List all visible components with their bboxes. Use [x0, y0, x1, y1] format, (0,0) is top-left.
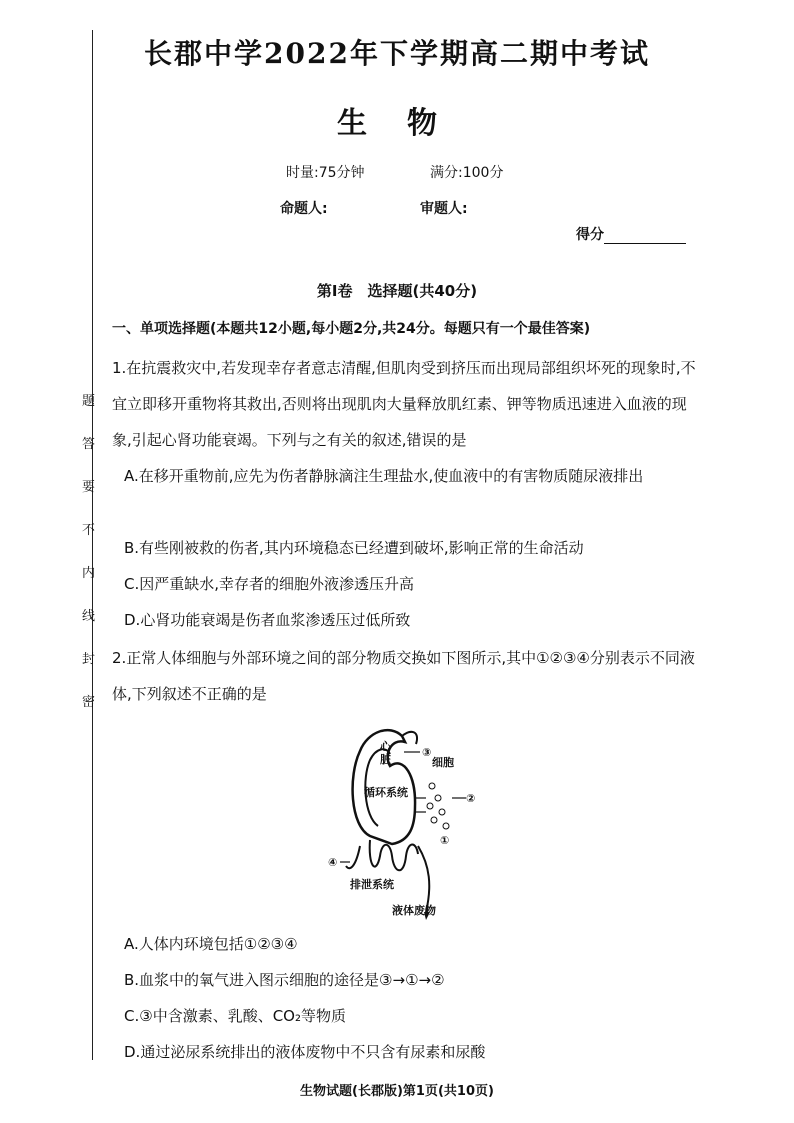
question-stem: 1.在抗震救灾中,若发现幸存者意志清醒,但肌肉受到挤压而出现局部组织坏死的现象时,不宜立即移开重物将其救出,否则将出现肌肉大量释放肌红素、钾等物质迅速进入血液的现象,引起心肾功能衰竭。下列与之有关的叙述,错误的是 — [112, 359, 696, 449]
section-title: 第Ⅰ卷 选择题(共40分) — [316, 282, 478, 300]
exam-time: 时量:75分钟 — [286, 165, 365, 181]
exam-full-score: 满分:100分 — [430, 165, 504, 181]
option: C.因严重缺水,幸存者的细胞外液渗透压升高 — [124, 575, 415, 593]
reviewer-label: 审题人: — [420, 201, 468, 217]
binding-char: 要 — [82, 480, 96, 495]
score-field — [576, 224, 686, 244]
binding-char: 密 — [82, 695, 96, 710]
cell-label: 细胞 — [432, 756, 454, 769]
score-label: 得分 — [576, 227, 604, 243]
binding-char: 线 — [82, 609, 96, 624]
option: B.有些刚被救的伤者,其内环境稳态已经遭到破坏,影响正常的生命活动 — [124, 539, 584, 557]
option: A.人体内环境包括①②③④ — [124, 935, 298, 953]
setter-label: 命题人: — [280, 201, 328, 217]
page-footer: 生物试题(长郡版)第1页(共10页) — [300, 1084, 494, 1099]
circulation-label: 循环系统 — [364, 786, 408, 799]
binding-char: 不 — [82, 523, 96, 538]
option: B.血浆中的氧气进入图示细胞的途径是③→①→② — [124, 971, 445, 989]
body-fluid-diagram — [320, 716, 500, 922]
binding-char: 封 — [82, 652, 96, 667]
binding-char: 题 — [82, 394, 96, 409]
part-heading: 一、单项选择题(本题共12小题,每小题2分,共24分。每题只有一个最佳答案) — [112, 321, 591, 337]
heart-label: 心 — [380, 740, 391, 753]
marker-1: ① — [440, 834, 450, 847]
exam-title: 长郡中学2022年下学期高二期中考试 — [144, 37, 650, 70]
binding-char: 内 — [82, 566, 96, 581]
subject-title: 生物 — [337, 106, 477, 141]
marker-2: ② — [466, 792, 476, 805]
marker-4: ④ — [328, 856, 338, 869]
option: D.心肾功能衰竭是伤者血浆渗透压过低所致 — [124, 611, 411, 629]
excretion-label: 排泄系统 — [350, 878, 394, 891]
marker-3: ③ — [422, 746, 432, 759]
option: A.在移开重物前,应先为伤者静脉滴注生理盐水,使血液中的有害物质随尿液排出 — [124, 467, 644, 485]
binding-char: 答 — [82, 437, 96, 452]
question-stem: 2.正常人体细胞与外部环境之间的部分物质交换如下图所示,其中①②③④分别表示不同液体,下列叙述不正确的是 — [112, 649, 695, 703]
heart-label: 脏 — [380, 753, 391, 766]
option: C.③中含激素、乳酸、CO₂等物质 — [124, 1007, 346, 1025]
score-blank — [604, 227, 686, 244]
binding-margin-line — [92, 30, 93, 1060]
waste-label: 液体废物 — [392, 904, 436, 917]
option: D.通过泌尿系统排出的液体废物中不只含有尿素和尿酸 — [124, 1043, 486, 1061]
